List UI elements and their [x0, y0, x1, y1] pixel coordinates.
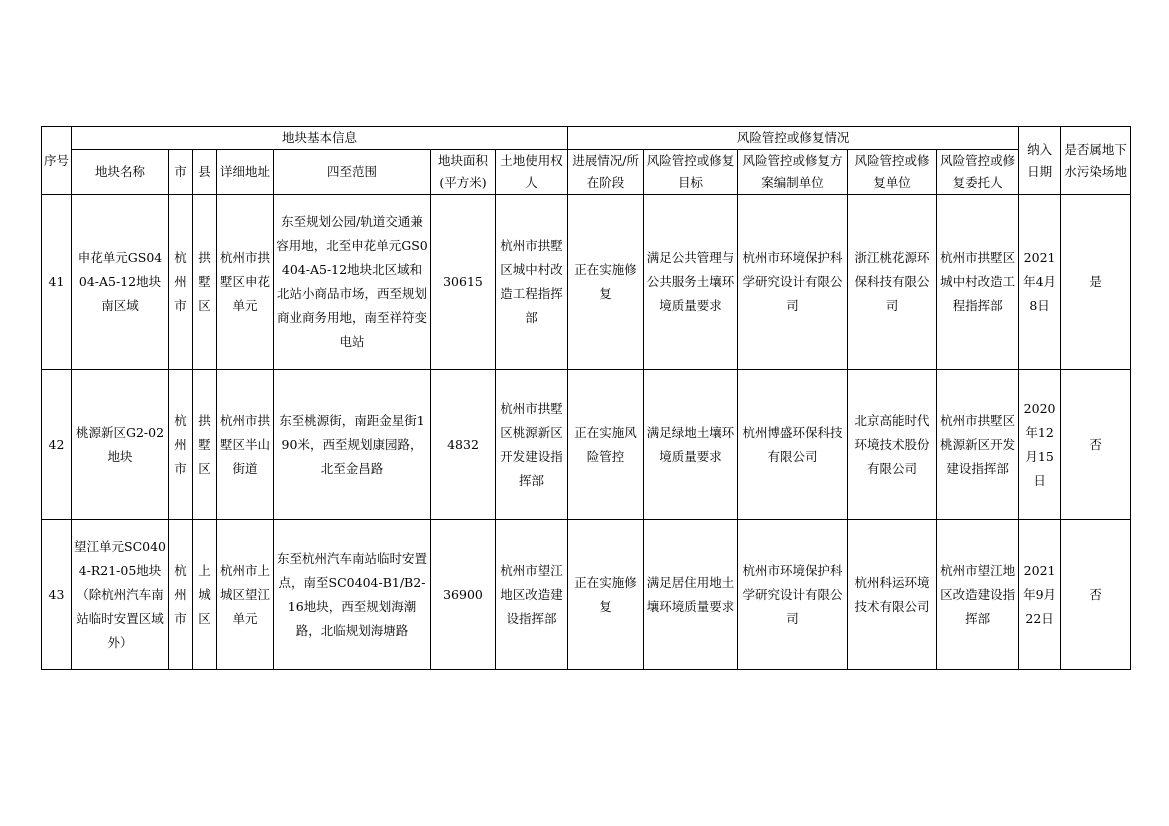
cell-address: 杭州市上城区望江单元	[217, 520, 274, 670]
remediation-table	[41, 126, 1131, 670]
cell-target: 满足居住用地土壤环境质量要求	[644, 520, 738, 670]
cell-plan-unit: 杭州市环境保护科学研究设计有限公司	[738, 520, 848, 670]
cell-plan-unit: 杭州市环境保护科学研究设计有限公司	[738, 195, 848, 370]
cell-groundwater: 否	[1061, 370, 1131, 520]
cell-city: 杭州市	[169, 195, 193, 370]
cell-client: 杭州市拱墅区桃源新区开发建设指挥部	[937, 370, 1019, 520]
header-target: 风险管控或修复目标	[644, 150, 738, 195]
cell-city: 杭州市	[169, 370, 193, 520]
cell-address: 杭州市拱墅区申花单元	[217, 195, 274, 370]
cell-repair-unit: 北京高能时代环境技术股份有限公司	[848, 370, 937, 520]
header-city: 市	[169, 150, 193, 195]
header-row-2	[42, 150, 1131, 195]
cell-owner: 杭州市拱墅区城中村改造工程指挥部	[496, 195, 568, 370]
cell-date: 2020年12月15日	[1019, 370, 1061, 520]
header-seq: 序号	[42, 127, 72, 195]
cell-client: 杭州市拱墅区城中村改造工程指挥部	[937, 195, 1019, 370]
cell-repair-unit: 浙江桃花源环保科技有限公司	[848, 195, 937, 370]
cell-name: 望江单元SC0404-R21-05地块（除杭州汽车南站临时安置区域外）	[72, 520, 169, 670]
header-basic-info: 地块基本信息	[72, 127, 568, 150]
header-owner: 土地使用权人	[496, 150, 568, 195]
cell-area: 4832	[431, 370, 496, 520]
header-groundwater: 是否属地下水污染场地	[1061, 127, 1131, 195]
header-boundary: 四至范围	[274, 150, 431, 195]
cell-address: 杭州市拱墅区半山街道	[217, 370, 274, 520]
cell-client: 杭州市望江地区改造建设指挥部	[937, 520, 1019, 670]
cell-groundwater: 否	[1061, 520, 1131, 670]
header-area: 地块面积(平方米)	[431, 150, 496, 195]
cell-owner: 杭州市拱墅区桃源新区开发建设指挥部	[496, 370, 568, 520]
header-plan-unit: 风险管控或修复方案编制单位	[738, 150, 848, 195]
cell-groundwater: 是	[1061, 195, 1131, 370]
table-row	[42, 195, 1131, 370]
cell-name: 桃源新区G2-02地块	[72, 370, 169, 520]
cell-county: 拱墅区	[193, 370, 217, 520]
header-repair-unit: 风险管控或修复单位	[848, 150, 937, 195]
header-county: 县	[193, 150, 217, 195]
table-row	[42, 370, 1131, 520]
header-address: 详细地址	[217, 150, 274, 195]
cell-date: 2021年9月22日	[1019, 520, 1061, 670]
cell-target: 满足绿地土壤环境质量要求	[644, 370, 738, 520]
header-client: 风险管控或修复委托人	[937, 150, 1019, 195]
cell-progress: 正在实施修复	[568, 520, 644, 670]
cell-seq: 42	[42, 370, 72, 520]
cell-boundary: 东至桃源街，南距金星街190米，西至规划康园路，北至金昌路	[274, 370, 431, 520]
header-row-1	[42, 127, 1131, 150]
cell-boundary: 东至杭州汽车南站临时安置点，南至SC0404-B1/B2-16地块，西至规划海潮路，北临规划海塘路	[274, 520, 431, 670]
header-name: 地块名称	[72, 150, 169, 195]
header-include-date: 纳入日期	[1019, 127, 1061, 195]
cell-target: 满足公共管理与公共服务土壤环境质量要求	[644, 195, 738, 370]
cell-name: 申花单元GS0404-A5-12地块南区域	[72, 195, 169, 370]
cell-progress: 正在实施修复	[568, 195, 644, 370]
header-progress: 进展情况/所在阶段	[568, 150, 644, 195]
cell-city: 杭州市	[169, 520, 193, 670]
cell-seq: 41	[42, 195, 72, 370]
cell-area: 30615	[431, 195, 496, 370]
cell-plan-unit: 杭州博盛环保科技有限公司	[738, 370, 848, 520]
table-row	[42, 520, 1131, 670]
cell-repair-unit: 杭州科运环境技术有限公司	[848, 520, 937, 670]
cell-county: 上城区	[193, 520, 217, 670]
cell-date: 2021年4月8日	[1019, 195, 1061, 370]
cell-area: 36900	[431, 520, 496, 670]
header-risk-info: 风险管控或修复情况	[568, 127, 1019, 150]
cell-seq: 43	[42, 520, 72, 670]
cell-boundary: 东至规划公园/轨道交通兼容用地，北至申花单元GS0404-A5-12地块北区域和北站小商品市场，西至规划商业商务用地，南至祥符变电站	[274, 195, 431, 370]
cell-owner: 杭州市望江地区改造建设指挥部	[496, 520, 568, 670]
cell-progress: 正在实施风险管控	[568, 370, 644, 520]
cell-county: 拱墅区	[193, 195, 217, 370]
